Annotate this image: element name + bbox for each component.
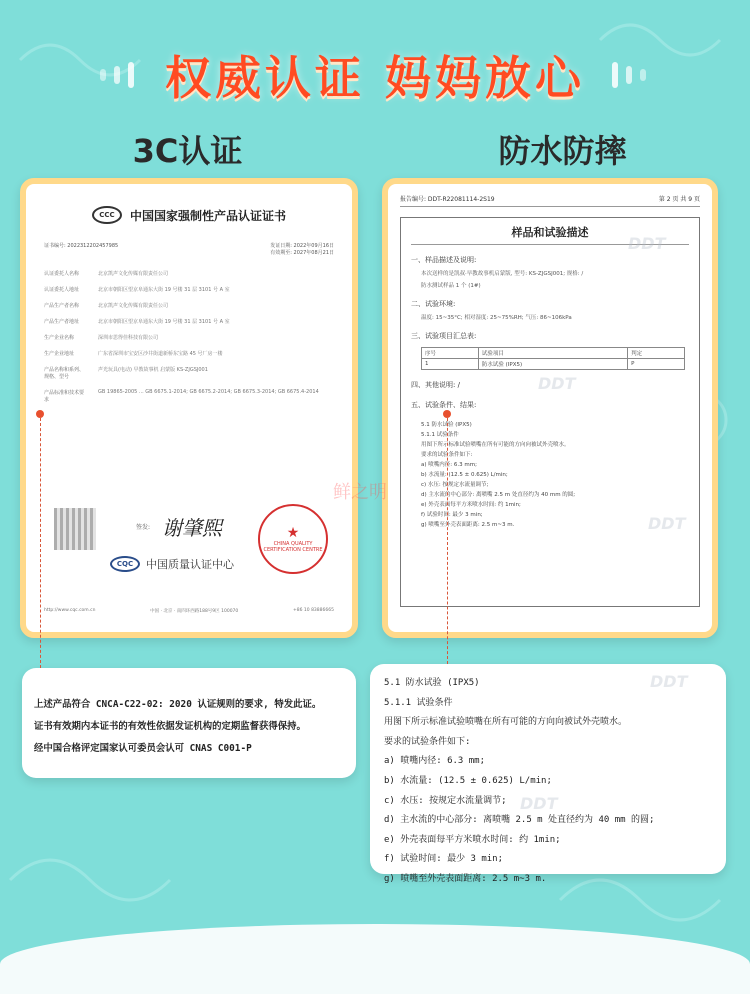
- cert-row-value: 北京市朝阳区望京阜通东大街 19 号楼 31 层 3101 号 A 室: [98, 319, 230, 325]
- report-number: 报告编号: DDT-R22081114-2S19: [400, 196, 495, 203]
- cert-row-key: 产品生产者名称: [44, 303, 80, 309]
- official-seal: [258, 504, 328, 574]
- certificate-zoom-callout: [22, 668, 356, 778]
- seal-text: CHINA QUALITY CERTIFICATION CENTRE: [263, 541, 323, 553]
- zoom-line: 5.1 防水试验 (IPX5): [384, 678, 480, 688]
- zoom-line: 经中国合格评定国家认可委员会认可 CNAS C001-P: [34, 743, 252, 754]
- detail-line: b) 水流量: (12.5 ± 0.625) L/min;: [421, 472, 508, 478]
- headline-deco-right: [612, 62, 646, 88]
- report-watermark: DDT: [520, 794, 558, 813]
- expiry-label: 有效期至:: [270, 250, 292, 256]
- footer-address: 中国 · 北京 · 南四环西路188号9区 100070: [150, 609, 239, 614]
- cert-row-key: 产品标准和技术要求: [44, 390, 85, 403]
- footer-url: http://www.cqc.com.cn: [44, 608, 96, 613]
- detail-line: g) 喷嘴至外壳表面距离: 2.5 m~3 m.: [421, 522, 515, 528]
- table-cell: 1: [422, 359, 479, 370]
- zoom-line: 5.1.1 试验条件: [384, 697, 453, 708]
- cert-row-key: 生产企业名称: [44, 335, 75, 341]
- table-header-cell: 序号: [422, 348, 479, 359]
- test-summary-table: [421, 347, 685, 370]
- qr-code: [54, 508, 96, 550]
- report-section: 三、试验项目汇总表:: [411, 332, 477, 340]
- cert-row-value: GB 19865-2005 ... GB 6675.1-2014; GB 6675.2-2014; GB 6675.3-2014; GB 6675.4-2014: [98, 389, 319, 395]
- zoom-line: a) 喷嘴内径: 6.3 mm;: [384, 756, 486, 767]
- table-header-cell: 判定: [628, 348, 685, 359]
- cert-row-value: 北京凯声文化传媒有限责任公司: [98, 303, 169, 309]
- detail-line: 用图下所示标准试验喷嘴在所有可能的方向向被试外壳喷水。: [421, 442, 570, 448]
- signature: 谢肇熙: [162, 516, 222, 540]
- zoom-line: b) 水流量: (12.5 ± 0.625) L/min;: [384, 775, 552, 786]
- seal-star-icon: ★: [286, 525, 300, 541]
- shop-watermark: 鲜之明: [333, 482, 387, 503]
- table-cell: 防水试验 (IPX5): [478, 359, 627, 370]
- cert-row-value: 深圳市思得佳科技有限公司: [98, 335, 159, 341]
- certificate-bottom: [44, 504, 334, 614]
- zoom-line: 上述产品符合 CNCA-C22-02: 2020 认证规则的要求, 特发此证。: [34, 699, 322, 710]
- cert-row-key: 认证委托人地址: [44, 287, 80, 293]
- report-line: 温度: 15~35°C; 相对湿度: 25~75%RH; 气压: 86~106kPa: [421, 315, 572, 321]
- detail-line: 5.1.1 试验条件: [421, 432, 459, 438]
- zoom-line: d) 主水流的中心部分: 离喷嘴 2.5 m 处直径约为 40 mm 的圆;: [384, 815, 655, 826]
- cert-row-value: 广东省深圳市宝安区沙井街道新桥东宝路 45 号厂房一楼: [98, 351, 223, 357]
- cert-row: [44, 286, 334, 293]
- section-title-3c: 3C认证: [132, 132, 243, 170]
- headline-text: 权威认证 妈妈放心: [164, 51, 585, 105]
- cert-row: [44, 366, 334, 380]
- report-watermark: DDT: [628, 234, 666, 253]
- connector-dot-right: [443, 410, 451, 418]
- report-title: 样品和试验描述: [411, 224, 689, 245]
- bottom-wave: [0, 924, 750, 994]
- certificate-header: [44, 206, 334, 224]
- detail-line: d) 主水流的中心部分: 离喷嘴 2.5 m 处直径约为 40 mm 的圆;: [421, 492, 576, 498]
- cert-row-value: 北京凯声文化传媒有限责任公司: [98, 271, 169, 277]
- cert-row: [44, 389, 334, 403]
- connector-line-right: [447, 418, 448, 664]
- certificate-rows: [44, 270, 334, 403]
- issuer-name: 中国质量认证中心: [146, 558, 234, 571]
- signature-label: 签发:: [136, 524, 151, 531]
- report-section: 五、试验条件、结果:: [411, 401, 477, 409]
- report-watermark: DDT: [538, 374, 576, 393]
- table-header-row: [422, 348, 685, 359]
- cert-row: [44, 270, 334, 277]
- detail-line: c) 水压: 按规定水流量调节;: [421, 482, 489, 488]
- cert-row-key: 产品名称和系列、规格、型号: [44, 367, 85, 380]
- test-report-card: [382, 178, 718, 638]
- footer-phone: +86 10 83886665: [292, 608, 334, 613]
- zoom-line: c) 水压: 按规定水流量调节;: [384, 795, 507, 806]
- cert-row-key: 产品生产者地址: [44, 319, 80, 325]
- cert-row: [44, 318, 334, 325]
- detail-line: e) 外壳表面每平方米喷水时间: 约 1min;: [421, 502, 521, 508]
- report-section: 四、其他说明: /: [411, 381, 460, 389]
- report-zoom-callout: [370, 664, 726, 884]
- cqc-logo-icon: CQC: [110, 556, 140, 572]
- detail-line: 5.1 防水试验 (IPX5): [421, 422, 472, 428]
- section-title-waterproof: 防水防摔: [498, 132, 627, 170]
- expiry-date: 2027年08月21日: [293, 250, 334, 256]
- detail-line: 要求的试验条件如下:: [421, 452, 473, 458]
- detail-line: f) 试验时间: 最少 3 min;: [421, 512, 483, 518]
- report-header: [400, 194, 700, 207]
- report-line: 本次送样的是凯叔·早教故事机启蒙版, 型号: KS-ZJGSJ001; 规格: /: [421, 271, 584, 277]
- cert-row-value: 北京市朝阳区望京阜通东大街 19 号楼 31 层 3101 号 A 室: [98, 287, 230, 293]
- detail-line: a) 喷嘴内径: 6.3 mm;: [421, 462, 477, 468]
- cert-row-value: 声光玩具(电动) 早教故事机 启蒙版 KS-ZJGSJ001: [98, 367, 208, 373]
- issue-date: 2022年09月16日: [293, 243, 334, 249]
- certificate-title: 中国国家强制性产品认证证书: [129, 208, 286, 223]
- connector-dot-left: [36, 410, 44, 418]
- issuer: [110, 556, 234, 572]
- report-line: 防水测试样品 1 个 (1#): [421, 283, 481, 289]
- cert-row: [44, 302, 334, 309]
- report-watermark: DDT: [648, 514, 686, 533]
- zoom-line: f) 试验时间: 最少 3 min;: [384, 854, 504, 865]
- zoom-line: 要求的试验条件如下:: [384, 736, 471, 747]
- certificate-footer: [44, 608, 334, 614]
- report-page: 第 2 页 共 9 页: [658, 196, 700, 203]
- cert-no: 2022312202457985: [67, 243, 119, 249]
- report-section: 二、试验环境:: [411, 300, 456, 308]
- table-row: [422, 359, 685, 370]
- cert-row: [44, 350, 334, 357]
- report-watermark: DDT: [650, 672, 688, 691]
- table-header-cell: 试验项目: [478, 348, 627, 359]
- cert-row-key: 生产企业地址: [44, 351, 75, 357]
- connector-line-left: [40, 418, 41, 668]
- report-section: 一、样品描述及说明:: [411, 256, 477, 264]
- zoom-line: 证书有效期内本证书的有效性依据发证机构的定期监督获得保持。: [34, 721, 306, 732]
- table-cell: P: [628, 359, 685, 370]
- zoom-line: 用图下所示标准试验喷嘴在所有可能的方向向被试外壳喷水。: [384, 717, 628, 728]
- issue-label: 发证日期:: [270, 243, 292, 249]
- zoom-line: g) 喷嘴至外壳表面距离: 2.5 m~3 m.: [384, 873, 547, 884]
- cert-row-key: 认证委托人名称: [44, 271, 80, 277]
- certificate-meta: [44, 242, 334, 256]
- cert-no-label: 证书编号:: [44, 243, 66, 249]
- ccc-certificate-card: [20, 178, 358, 638]
- cert-row: [44, 334, 334, 341]
- ccc-logo-icon: CCC: [92, 206, 122, 224]
- zoom-line: e) 外壳表面每平方米喷水时间: 约 1min;: [384, 834, 561, 845]
